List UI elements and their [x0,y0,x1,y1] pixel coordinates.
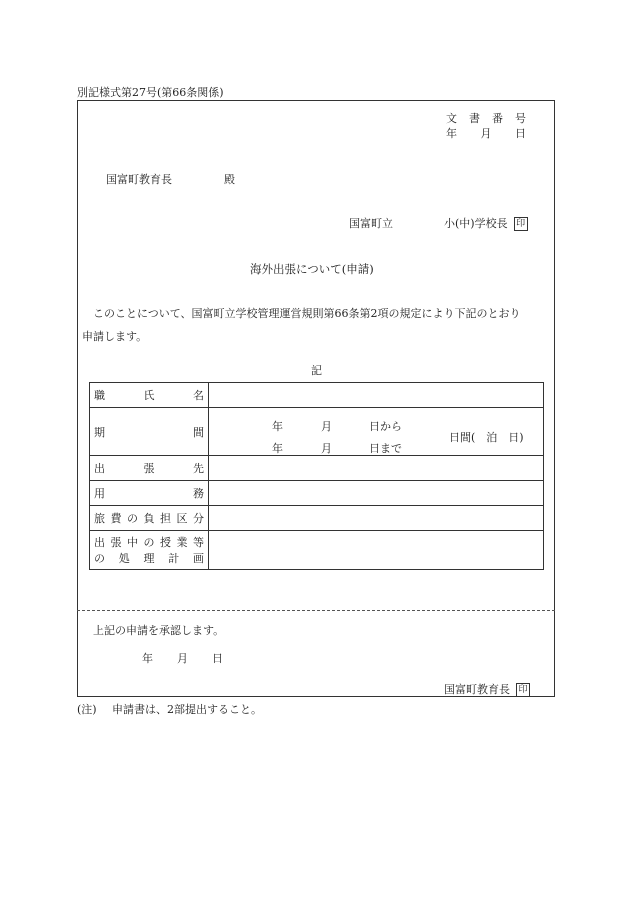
document-date: 年 月 日 [446,127,526,140]
name-value[interactable] [209,383,544,408]
body-line-1: このことについて、国富町立学校管理運営規則第66条第2項の規定により下記のとおり [93,307,521,320]
table-row-plan [90,531,544,570]
period-value[interactable]: 年 月 日から 年 月 日まで 日間( 泊 日) [209,408,544,456]
cost-label: 旅 費 の 負 担 区 分 [90,506,209,531]
note-prefix: (注) [77,703,97,716]
period-days: 日間( 泊 日) [449,430,524,444]
table-row-destination [90,456,544,481]
approver-seal-mark: 印 [516,683,530,697]
addressee-name: 国富町教育長 [106,173,172,186]
sender-title: 小(中)学校長 印 [444,215,528,231]
duty-label: 用 務 [90,481,209,506]
addressee-honorific: 殿 [224,173,235,186]
table-row-duty [90,481,544,506]
duty-value[interactable] [209,481,544,506]
table-row-period [90,408,544,456]
approver: 国富町教育長 印 [444,681,530,697]
document-number: 文 書 番 号 [446,112,526,125]
destination-label: 出 張 先 [90,456,209,481]
period-label: 期 間 [90,408,209,456]
seal-mark: 印 [514,217,528,231]
cost-value[interactable] [209,506,544,531]
approval-date-day: 日 [212,652,223,665]
plan-label: 出 張 中 の 授 業 等 の 処 理 計 画 [90,531,209,570]
sender-school: 国富町立 [349,217,393,230]
form-number-label: 別記様式第27号(第66条関係) [77,86,224,99]
table-row-cost [90,506,544,531]
name-label: 職 氏 名 [90,383,209,408]
approval-text: 上記の申請を承認します。 [93,624,225,637]
destination-value[interactable] [209,456,544,481]
body-line-2: 申請します。 [82,330,148,343]
ki-label: 記 [311,364,322,377]
document-title: 海外出張について(申請) [250,262,374,276]
application-table [89,382,544,570]
plan-value[interactable] [209,531,544,570]
approval-date-year: 年 [142,652,153,665]
dashed-divider [77,610,555,611]
table-row-name [90,383,544,408]
approval-date-month: 月 [177,652,188,665]
note-text: 申請書は、2部提出すること。 [112,703,262,716]
